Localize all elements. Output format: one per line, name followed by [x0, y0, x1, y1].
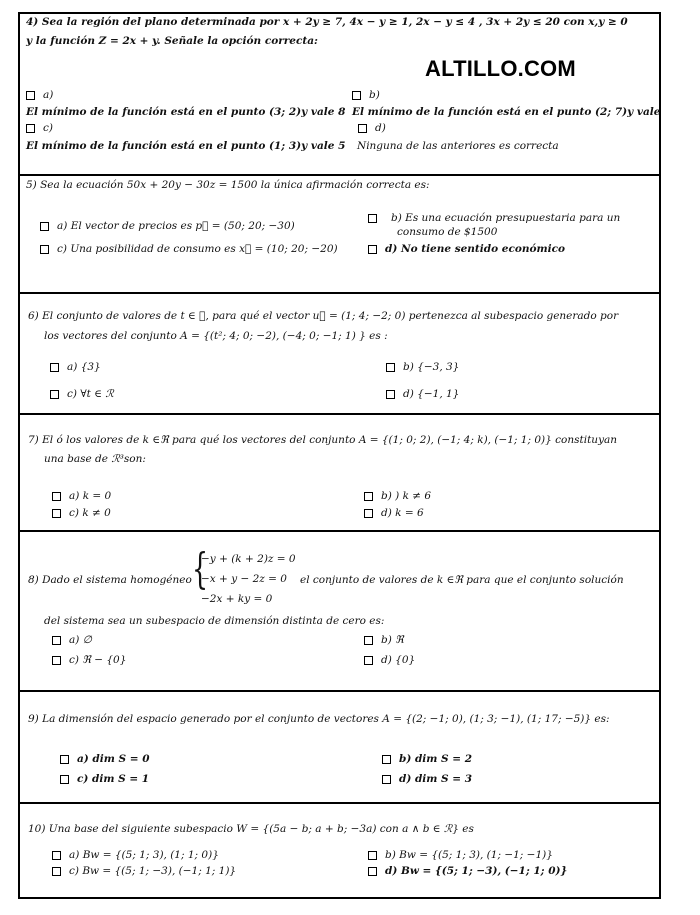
- checkbox[interactable]: [364, 492, 373, 501]
- q6-option-a[interactable]: [50, 361, 101, 374]
- q4-option-d-text: Ninguna de las anteriores es correcta: [357, 140, 559, 152]
- checkbox[interactable]: [382, 775, 391, 784]
- checkbox[interactable]: [352, 91, 361, 100]
- q8-statement-line2: del sistema sea un subespacio de dimensión distinta de cero es:: [44, 615, 385, 627]
- section-divider: [18, 292, 661, 294]
- section-divider: [18, 174, 661, 176]
- section-divider: [18, 530, 661, 532]
- option-text: d) dim S = 3: [399, 773, 473, 785]
- checkbox[interactable]: [52, 867, 61, 876]
- q4-option-c-text: El mínimo de la función está en el punto (1; 3)y vale 5: [26, 140, 346, 152]
- option-text: a) dim S = 0: [77, 753, 150, 765]
- q5-option-a[interactable]: [40, 220, 295, 233]
- q5-statement: 5) Sea la ecuación 50x + 20y − 30z = 1500 la única afirmación correcta es:: [26, 179, 430, 191]
- q10-option-a[interactable]: [52, 849, 219, 862]
- system-brace: {: [192, 544, 209, 593]
- q10-option-d[interactable]: [368, 865, 567, 878]
- checkbox[interactable]: [52, 851, 61, 860]
- option-text: d) No tiene sentido económico: [385, 243, 565, 255]
- option-text: d) k = 6: [381, 507, 424, 519]
- option-label: b): [369, 89, 380, 101]
- checkbox[interactable]: [52, 509, 61, 518]
- checkbox[interactable]: [52, 656, 61, 665]
- option-text: a) Bw = {(5; 1; 3), (1; 1; 0)}: [69, 849, 219, 861]
- checkbox[interactable]: [386, 363, 395, 372]
- checkbox[interactable]: [60, 755, 69, 764]
- q4-statement-line1: 4) Sea la región del plano determinada por x + 2y ≥ 7, 4x − y ≥ 1, 2x − y ≤ 4 , 3x + 2y ≤ 20 con x,y ≥ 0: [26, 16, 628, 28]
- q4-option-c[interactable]: [26, 122, 53, 135]
- option-text: c) k ≠ 0: [69, 507, 111, 519]
- checkbox[interactable]: [26, 91, 35, 100]
- checkbox[interactable]: [26, 124, 35, 133]
- q9-option-c[interactable]: [60, 773, 149, 786]
- option-text: b) {−3, 3}: [403, 361, 460, 373]
- q5-option-d[interactable]: [368, 243, 565, 256]
- option-text: a) {3}: [67, 361, 101, 373]
- checkbox[interactable]: [368, 851, 377, 860]
- q4-option-b-text: El mínimo de la función está en el punto (2; 7)y vale: [352, 106, 661, 118]
- option-text: b) Bw = {(5; 1; 3), (1; −1; −1)}: [385, 849, 553, 861]
- option-text: c) ∀t ∈ ℛ: [67, 388, 114, 400]
- option-text: a) k = 0: [69, 490, 112, 502]
- q9-option-b[interactable]: [382, 753, 472, 766]
- checkbox[interactable]: [52, 492, 61, 501]
- q9-statement: 9) La dimensión del espacio generado por el conjunto de vectores A = {(2; −1; 0), (1; 3; −1), (1; 17; −5)} es:: [28, 713, 610, 725]
- q10-statement: 10) Una base del siguiente subespacio W = {(5a − b; a + b; −3a) con a ∧ b ∈ ℛ} es: [28, 823, 474, 835]
- q8-equation-2: −x + y − 2z = 0: [201, 573, 287, 585]
- checkbox[interactable]: [364, 656, 373, 665]
- q8-option-d[interactable]: [364, 654, 415, 667]
- option-text: b) ) k ≠ 6: [381, 490, 432, 502]
- q4-option-a[interactable]: [26, 89, 53, 102]
- q10-option-b[interactable]: [368, 849, 553, 862]
- checkbox[interactable]: [368, 245, 377, 254]
- option-text: d) {−1, 1}: [403, 388, 460, 400]
- q9-option-d[interactable]: [382, 773, 472, 786]
- option-text: b) ℜ: [381, 634, 404, 646]
- checkbox[interactable]: [368, 867, 377, 876]
- option-label: a): [43, 89, 54, 101]
- q8-option-a[interactable]: [52, 634, 92, 647]
- q5-option-b-line2: consumo de $1500: [397, 226, 498, 238]
- q6-option-b[interactable]: [386, 361, 459, 374]
- q8-statement-suffix: el conjunto de valores de k ∈ℜ para que el conjunto solución: [300, 574, 624, 586]
- section-divider: [18, 802, 661, 804]
- checkbox[interactable]: [50, 390, 59, 399]
- option-text: b) dim S = 2: [399, 753, 473, 765]
- q6-statement-line1: 6) El conjunto de valores de t ∈ ℛ, para qué el vector u⃗ = (1; 4; −2; 0) pertenezca al subespacio generado por: [28, 310, 619, 322]
- checkbox[interactable]: [368, 214, 377, 223]
- checkbox[interactable]: [60, 775, 69, 784]
- option-text: c) dim S = 1: [77, 773, 150, 785]
- q6-option-c[interactable]: [50, 388, 114, 401]
- option-text: d) Bw = {(5; 1; −3), (−1; 1; 0)}: [385, 865, 568, 877]
- checkbox[interactable]: [358, 124, 367, 133]
- option-text: c) ℜ − {0}: [69, 654, 127, 666]
- checkbox[interactable]: [382, 755, 391, 764]
- option-text: a) El vector de precios es p⃗ = (50; 20; −30): [57, 220, 295, 232]
- q8-equation-1: −y + (k + 2)z = 0: [201, 553, 296, 565]
- q4-statement-line2: y la función Z = 2x + y. Señale la opción correcta:: [26, 35, 318, 47]
- option-label: c): [43, 122, 53, 134]
- q4-option-a-text: El mínimo de la función está en el punto (3; 2)y vale 8: [26, 106, 346, 118]
- q7-option-a[interactable]: [52, 490, 111, 503]
- q6-option-d[interactable]: [386, 388, 459, 401]
- q7-statement-line1: 7) El ó los valores de k ∈ℜ para qué los vectores del conjunto A = {(1; 0; 2), (−1; 4; k), (−1; 1; 0)} constituyan: [28, 434, 618, 446]
- q6-statement-line2: los vectores del conjunto A = {(t²; 4; 0; −2), (−4; 0; −1; 1) } es :: [44, 330, 388, 342]
- option-text: d) {0}: [381, 654, 416, 666]
- checkbox[interactable]: [40, 222, 49, 231]
- q5-option-c[interactable]: [40, 243, 338, 256]
- q7-statement-line2: una base de ℛ³son:: [44, 453, 146, 465]
- q8-option-c[interactable]: [52, 654, 126, 667]
- option-text: b) Es una ecuación presupuestaria para un: [391, 212, 621, 224]
- q7-option-b[interactable]: [364, 490, 431, 503]
- section-divider: [18, 413, 661, 415]
- q4-option-b[interactable]: [352, 89, 380, 102]
- option-text: c) Una posibilidad de consumo es x⃗ = (10; 20; −20): [57, 243, 338, 255]
- q9-option-a[interactable]: [60, 753, 150, 766]
- altillo-logo: ALTILLO.COM: [425, 56, 576, 81]
- q5-option-b[interactable]: [368, 212, 620, 225]
- checkbox[interactable]: [386, 390, 395, 399]
- q4-option-d[interactable]: [358, 122, 386, 135]
- option-text: c) Bw = {(5; 1; −3), (−1; 1; 1)}: [69, 865, 237, 877]
- q7-option-c[interactable]: [52, 507, 111, 520]
- option-label: d): [375, 122, 386, 134]
- checkbox[interactable]: [52, 636, 61, 645]
- q8-option-b[interactable]: [364, 634, 404, 647]
- checkbox[interactable]: [50, 363, 59, 372]
- q10-option-c[interactable]: [52, 865, 236, 878]
- q7-option-d[interactable]: [364, 507, 424, 520]
- option-text: a) ∅: [69, 634, 92, 646]
- q8-equation-3: −2x + ky = 0: [201, 593, 273, 605]
- q8-statement-prefix: 8) Dado el sistema homogéneo: [28, 574, 192, 586]
- checkbox[interactable]: [40, 245, 49, 254]
- checkbox[interactable]: [364, 509, 373, 518]
- checkbox[interactable]: [364, 636, 373, 645]
- section-divider: [18, 690, 661, 692]
